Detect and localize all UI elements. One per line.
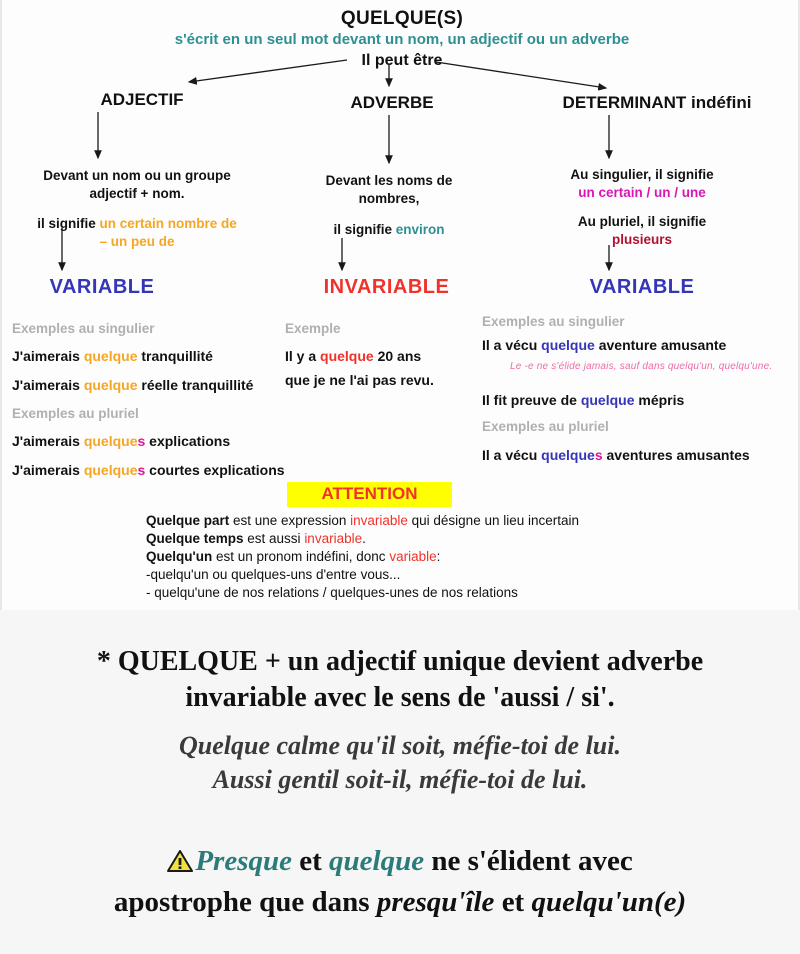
adverbe-example-line2: que je ne l'ai pas revu. [285,372,434,388]
adverbe-meaning [264,221,514,239]
att-tail: qui désigne un lieu incertain [407,513,580,528]
determinant-plural-example-1 [482,447,750,463]
adjectif-rule-line2: adjectif + nom. [89,186,185,202]
ex-post: aventures amusantes [602,447,750,463]
adverbe-rule [264,172,514,208]
ex-pre: J'aimerais [12,377,84,393]
page-subtitle: s'écrit en un seul mot devant un nom, un adjectif ou un adverbe [174,31,630,48]
column-heading-adjectif: ADJECTIF [100,90,184,109]
ex-key: quelque [83,377,138,393]
ex-post: aventure amusante [594,337,727,353]
adverbe-means-label: il signifie [333,222,392,237]
footer-elision2-word-1: presqu'île [376,886,495,919]
adverbe-rule-line2: nombres, [358,191,420,207]
footer-elision-line2 [0,883,800,921]
att-mid: est un pronom indéfini, donc [212,548,390,564]
adjectif-rule-line1: Devant un nom ou un groupe [43,168,231,183]
ex-key: quelque [83,348,138,364]
ex-post: 20 ans [373,348,422,364]
adjectif-rule [2,167,272,203]
ex-pre: Il a vécu [482,447,542,463]
connector-label: Il peut être [361,52,443,69]
att-red: invariable [350,513,408,528]
column-heading-adverbe: ADVERBE [350,93,434,112]
footer-elision-word-2: quelque [329,845,425,877]
att-bold: Quelque part [146,513,230,528]
adverbe-example-label: Exemple [285,321,341,336]
determinant-singular-rule-block [482,166,800,202]
att-tail: . [362,530,366,546]
ex-pre: J'aimerais [12,433,84,449]
ex-pre: Il y a [285,348,321,364]
ex-plural-s: s [594,447,603,463]
ex-pre: Il a vécu [482,337,542,353]
att-mid: est une expression [229,513,351,528]
att-bold: Quelque temps [146,530,244,546]
determinant-singular-example-1 [482,337,726,353]
ex-plural-s: s [137,462,146,478]
footer-elision2-word-2: quelqu'un(e) [531,886,687,919]
ex-key: quelque [541,337,595,353]
determinant-plural-rule-block [482,213,800,249]
footer-elision-word-1: Presque [195,845,292,877]
adjectif-means-value-2: – un peu de [99,234,175,250]
ex-post: tranquillité [137,348,213,364]
adverbe-example-line1 [285,348,421,364]
att-red: invariable [304,530,363,546]
footer-rule-line1: * QUELQUE + un adjectif unique devient adverbe [96,646,704,677]
ex-key: quelque [83,433,138,449]
footer-elision-tail: ne s'élident avec [424,845,633,877]
att-tail: : [436,548,441,564]
attention-badge: ATTENTION [321,484,418,503]
determinant-plural-label: Exemples au pluriel [482,419,609,434]
determinant-singular-example-2 [482,392,684,408]
adjectif-verdict: VARIABLE [49,276,155,298]
footer-section [0,610,800,954]
att-bold: Quelqu'un [146,548,213,564]
footer-elision [0,842,800,922]
determinant-verdict: VARIABLE [589,276,695,298]
determinant-singular-value: un certain / un / une [578,185,706,201]
adjectif-plural-example-1 [12,433,230,449]
attention-line-5: - quelqu'une de nos relations / quelques-unes de nos relations [146,584,518,600]
adjectif-plural-label: Exemples au pluriel [12,406,139,421]
ex-plural-s: s [137,433,146,449]
footer-examples [0,729,800,798]
ex-key: quelque [541,447,595,463]
adjectif-singular-example-1 [12,348,213,364]
ex-post: mépris [634,392,685,408]
adverbe-rule-line1: Devant les noms de [325,173,453,188]
att-mid: est aussi [243,530,305,546]
ex-pre: Il fit preuve de [482,392,581,408]
ex-key: quelque [83,462,138,478]
adjectif-singular-example-2 [12,377,253,393]
ex-key: quelque [320,348,374,364]
adjectif-meaning [2,215,272,251]
determinant-singular-label: Exemples au singulier [482,314,625,329]
attention-line-1 [2,512,800,530]
attention-line-4: -quelqu'un ou quelques-uns d'entre vous... [146,566,401,582]
footer-example-line1: Quelque calme qu'il soit, méfie-toi de lui. [179,731,621,760]
footer-rule-line2: invariable avec le sens de 'aussi / si'. [185,681,615,713]
adjectif-singular-label: Exemples au singulier [12,321,155,336]
ex-post: réelle tranquillité [137,377,254,393]
ex-key: quelque [580,392,635,408]
determinant-plural-rule: Au pluriel, il signifie [577,214,707,229]
attention-line-3 [2,548,800,566]
footer-rule [0,644,800,716]
warning-triangle-icon [167,845,193,883]
footer-elision2-mid: et [494,886,532,919]
ex-post: courtes explications [145,462,285,478]
adjectif-means-label: il signifie [37,216,96,231]
determinant-singular-rule: Au singulier, il signifie [570,167,714,182]
attention-notes [2,512,800,602]
determinant-plural-value: plusieurs [611,232,673,248]
attention-line-2 [2,530,800,548]
footer-example-line2: Aussi gentil soit-il, méfie-toi de lui. [212,765,588,795]
ex-post: explications [145,433,231,449]
ex-pre: J'aimerais [12,462,84,478]
att-red: variable [389,548,437,564]
ex-pre: J'aimerais [12,348,84,364]
footer-elision-line1 [0,842,800,883]
adjectif-plural-example-2 [12,462,285,478]
adverbe-verdict: INVARIABLE [323,276,450,298]
elision-note: Le -e ne s'élide jamais, sauf dans quelqu'un, quelqu'une. [510,361,773,372]
footer-elision2-pre: apostrophe que dans [113,886,377,919]
column-heading-determinant: DETERMINANT indéfini [562,93,752,112]
adjectif-means-value-1: un certain nombre de [99,216,237,231]
page-title: QUELQUE(S) [340,8,464,29]
footer-elision-mid: et [291,845,330,877]
adverbe-means-value: environ [395,222,445,237]
